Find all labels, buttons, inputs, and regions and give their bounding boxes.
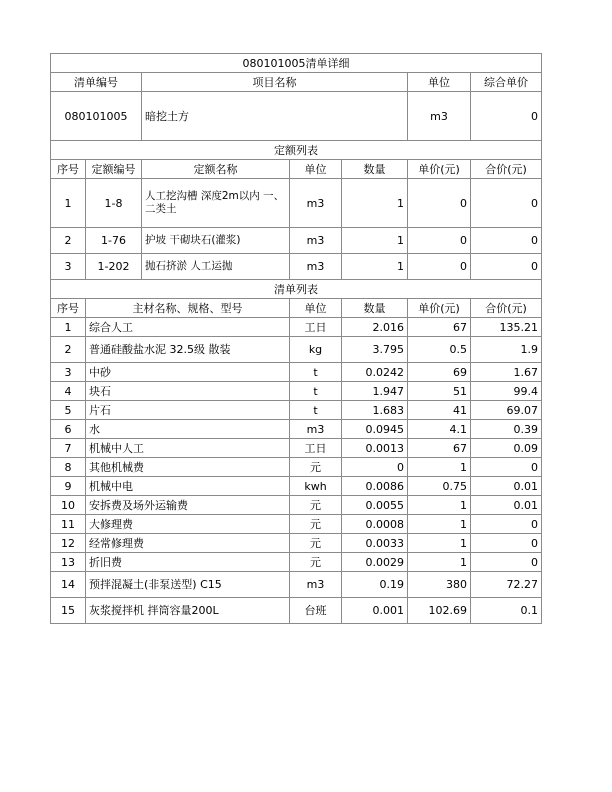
total-price-cell: 0 — [471, 515, 542, 534]
material-name: 预拌混凝土(非泵送型) C15 — [86, 572, 290, 598]
quantity-cell: 0.0945 — [342, 420, 408, 439]
total-price-cell: 0.39 — [471, 420, 542, 439]
material-name: 安拆费及场外运输费 — [86, 496, 290, 515]
unit-price-cell: 0 — [408, 228, 471, 254]
table-row — [51, 553, 542, 572]
material-name: 折旧费 — [86, 553, 290, 572]
unit-price-cell: 41 — [408, 401, 471, 420]
total-price-cell: 69.07 — [471, 401, 542, 420]
quota-code: 1-8 — [86, 179, 142, 228]
unit-price-cell: 1 — [408, 515, 471, 534]
table-row — [51, 439, 542, 458]
column-header: 定额编号 — [86, 160, 142, 179]
total-price-cell: 0.09 — [471, 439, 542, 458]
total-price-cell: 72.27 — [471, 572, 542, 598]
unit-cell: 元 — [290, 496, 342, 515]
row-number: 3 — [51, 254, 86, 280]
material-name: 机械中人工 — [86, 439, 290, 458]
quota-name: 人工挖沟槽 深度2m以内 一、二类土 — [142, 179, 290, 228]
row-number: 2 — [51, 228, 86, 254]
unit-price-cell: 1 — [408, 496, 471, 515]
material-name: 中砂 — [86, 363, 290, 382]
row-number: 3 — [51, 363, 86, 382]
row-number: 9 — [51, 477, 86, 496]
code-header: 清单编号 — [51, 73, 142, 92]
unit-price-cell: 0.5 — [408, 337, 471, 363]
unit-cell: m3 — [290, 572, 342, 598]
table-row — [51, 572, 542, 598]
table-row — [51, 179, 542, 228]
column-header: 单位 — [290, 299, 342, 318]
document-title: 080101005清单详细 — [51, 54, 542, 73]
unit-price-cell: 1 — [408, 553, 471, 572]
bill-detail-table — [50, 53, 542, 624]
row-number: 6 — [51, 420, 86, 439]
total-price-cell: 0 — [471, 179, 542, 228]
unit-cell: m3 — [290, 420, 342, 439]
name-header: 项目名称 — [142, 73, 408, 92]
total-price-cell: 0 — [471, 254, 542, 280]
material-name: 灰浆搅拌机 拌筒容量200L — [86, 598, 290, 624]
total-price-cell: 1.9 — [471, 337, 542, 363]
unit-cell: 元 — [290, 515, 342, 534]
total-price-cell: 135.21 — [471, 318, 542, 337]
unit-cell: kwh — [290, 477, 342, 496]
row-number: 1 — [51, 179, 86, 228]
unit-cell: 台班 — [290, 598, 342, 624]
unit-cell: m3 — [290, 228, 342, 254]
quantity-cell: 0.0242 — [342, 363, 408, 382]
quantity-cell: 0.19 — [342, 572, 408, 598]
row-number: 15 — [51, 598, 86, 624]
material-name: 普通硅酸盐水泥 32.5级 散装 — [86, 337, 290, 363]
table-row — [51, 228, 542, 254]
item-unit: m3 — [408, 92, 471, 141]
column-header: 单价(元) — [408, 160, 471, 179]
quantity-cell: 1 — [342, 254, 408, 280]
column-header: 合价(元) — [471, 160, 542, 179]
materials-header-row — [51, 299, 542, 318]
unit-header: 单位 — [408, 73, 471, 92]
item-price: 0 — [471, 92, 542, 141]
table-row — [51, 458, 542, 477]
row-number: 12 — [51, 534, 86, 553]
table-row — [51, 337, 542, 363]
row-number: 2 — [51, 337, 86, 363]
quantity-cell: 1 — [342, 179, 408, 228]
quantity-cell: 2.016 — [342, 318, 408, 337]
total-price-cell: 0 — [471, 228, 542, 254]
total-price-cell: 0 — [471, 534, 542, 553]
unit-cell: m3 — [290, 179, 342, 228]
material-name: 水 — [86, 420, 290, 439]
unit-cell: 工日 — [290, 439, 342, 458]
table-row — [51, 382, 542, 401]
quantity-cell: 0.0029 — [342, 553, 408, 572]
total-price-cell: 99.4 — [471, 382, 542, 401]
unit-cell: t — [290, 401, 342, 420]
quota-code: 1-202 — [86, 254, 142, 280]
unit-price-cell: 0 — [408, 254, 471, 280]
quota-code: 1-76 — [86, 228, 142, 254]
unit-price-cell: 1 — [408, 458, 471, 477]
material-name: 其他机械费 — [86, 458, 290, 477]
table-row — [51, 496, 542, 515]
material-name: 综合人工 — [86, 318, 290, 337]
materials-section-title: 清单列表 — [51, 280, 542, 299]
quantity-cell: 0.0086 — [342, 477, 408, 496]
row-number: 13 — [51, 553, 86, 572]
table-row — [51, 534, 542, 553]
table-row — [51, 598, 542, 624]
unit-price-cell: 67 — [408, 318, 471, 337]
unit-cell: m3 — [290, 254, 342, 280]
unit-price-cell: 69 — [408, 363, 471, 382]
total-price-cell: 1.67 — [471, 363, 542, 382]
quota-name: 护坡 干砌块石(灌浆) — [142, 228, 290, 254]
row-number: 5 — [51, 401, 86, 420]
unit-cell: 工日 — [290, 318, 342, 337]
quantity-cell: 0.001 — [342, 598, 408, 624]
column-header: 数量 — [342, 299, 408, 318]
quantity-cell: 0.0013 — [342, 439, 408, 458]
column-header: 数量 — [342, 160, 408, 179]
quota-section-title: 定额列表 — [51, 141, 542, 160]
quantity-cell: 3.795 — [342, 337, 408, 363]
column-header: 合价(元) — [471, 299, 542, 318]
quantity-cell: 0.0033 — [342, 534, 408, 553]
unit-cell: t — [290, 382, 342, 401]
unit-cell: 元 — [290, 534, 342, 553]
table-row — [51, 318, 542, 337]
quantity-cell: 1.683 — [342, 401, 408, 420]
unit-cell: 元 — [290, 458, 342, 477]
material-name: 经常修理费 — [86, 534, 290, 553]
unit-cell: 元 — [290, 553, 342, 572]
table-row — [51, 254, 542, 280]
row-number: 8 — [51, 458, 86, 477]
quota-name: 抛石挤淤 人工运抛 — [142, 254, 290, 280]
unit-price-cell: 51 — [408, 382, 471, 401]
total-price-cell: 0 — [471, 553, 542, 572]
unit-price-cell: 0 — [408, 179, 471, 228]
unit-price-cell: 380 — [408, 572, 471, 598]
column-header: 主材名称、规格、型号 — [86, 299, 290, 318]
unit-cell: t — [290, 363, 342, 382]
item-name: 暗挖土方 — [142, 92, 408, 141]
total-price-cell: 0.01 — [471, 496, 542, 515]
quantity-cell: 1.947 — [342, 382, 408, 401]
material-name: 片石 — [86, 401, 290, 420]
row-number: 1 — [51, 318, 86, 337]
quantity-cell: 0 — [342, 458, 408, 477]
quantity-cell: 0.0055 — [342, 496, 408, 515]
column-header: 单位 — [290, 160, 342, 179]
price-header: 综合单价 — [471, 73, 542, 92]
quantity-cell: 1 — [342, 228, 408, 254]
unit-price-cell: 4.1 — [408, 420, 471, 439]
column-header: 单价(元) — [408, 299, 471, 318]
column-header: 序号 — [51, 299, 86, 318]
row-number: 14 — [51, 572, 86, 598]
row-number: 11 — [51, 515, 86, 534]
table-row — [51, 477, 542, 496]
total-price-cell: 0 — [471, 458, 542, 477]
material-name: 块石 — [86, 382, 290, 401]
table-row — [51, 515, 542, 534]
row-number: 10 — [51, 496, 86, 515]
table-row — [51, 363, 542, 382]
row-number: 7 — [51, 439, 86, 458]
unit-price-cell: 1 — [408, 534, 471, 553]
item-code: 080101005 — [51, 92, 142, 141]
material-name: 大修理费 — [86, 515, 290, 534]
unit-price-cell: 67 — [408, 439, 471, 458]
quantity-cell: 0.0008 — [342, 515, 408, 534]
table-row — [51, 401, 542, 420]
unit-price-cell: 0.75 — [408, 477, 471, 496]
total-price-cell: 0.1 — [471, 598, 542, 624]
column-header: 定额名称 — [142, 160, 290, 179]
row-number: 4 — [51, 382, 86, 401]
material-name: 机械中电 — [86, 477, 290, 496]
table-row — [51, 420, 542, 439]
quota-header-row — [51, 160, 542, 179]
unit-cell: kg — [290, 337, 342, 363]
unit-price-cell: 102.69 — [408, 598, 471, 624]
column-header: 序号 — [51, 160, 86, 179]
total-price-cell: 0.01 — [471, 477, 542, 496]
